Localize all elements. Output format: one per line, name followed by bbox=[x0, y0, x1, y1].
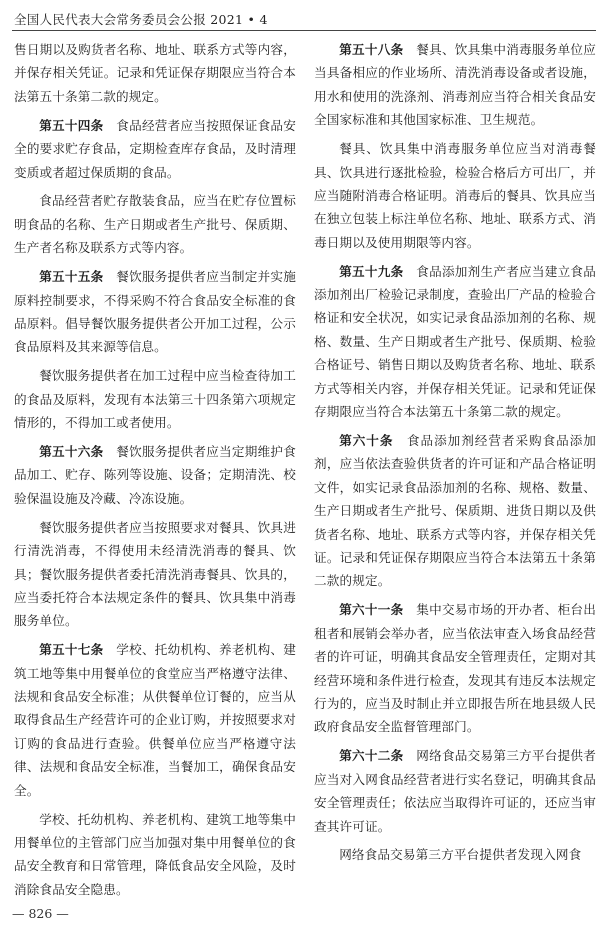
paragraph-text: 食品经营者贮存散装食品，应当在贮存位置标明食品的名称、生产日期或者生产批号、保质期、生产者名称及联系方式等内容。 bbox=[14, 193, 296, 256]
paragraph-text: 餐饮服务提供者在加工过程中应当检查待加工的食品及原料，发现有本法第三十四条第六项规定情形的，不得加工或者使用。 bbox=[14, 368, 296, 431]
paragraph bbox=[14, 364, 296, 434]
article-number: 第五十四条 bbox=[39, 117, 104, 133]
article-number: 第五十五条 bbox=[39, 269, 104, 285]
paragraph-text: 售日期以及购货者名称、地址、联系方式等内容，并保存相关凭证。记录和凭证保存期限应当符合本法第五十条第二款的规定。 bbox=[14, 42, 296, 104]
header-rule bbox=[12, 30, 596, 31]
article-number: 第六十条 bbox=[339, 433, 394, 448]
paragraph-text: 餐饮服务提供者应当按照要求对餐具、饮具进行清洗消毒，不得使用未经清洗消毒的餐具、饮具；餐饮服务提供者委托清洗消毒餐具、饮具的，应当委托符合本法规定条件的餐具、饮具集中消毒服务单位。 bbox=[14, 519, 296, 629]
article-paragraph bbox=[14, 440, 296, 510]
article-paragraph bbox=[14, 114, 296, 184]
paragraph bbox=[14, 38, 296, 108]
paragraph bbox=[14, 808, 296, 902]
paragraph-text: 食品添加剂经营者采购食品添加剂，应当依法查验供货者的许可证和产品合格证明文件，如实记录食品添加剂的名称、规格、数量、生产日期或者生产批号、保质期、进货日期以及供货者名称、地址、联系方式等内容，并保存相关凭证。记录和凭证保存期限应当符合本法第五十条第二款的规定。 bbox=[314, 433, 597, 589]
article-number: 第五十九条 bbox=[339, 263, 404, 279]
paragraph-text: 餐饮服务提供者应当定期维护食品加工、贮存、陈列等设施、设备；定期清洗、校验保温设施及冷藏、冷冻设施。 bbox=[14, 444, 297, 506]
paragraph bbox=[314, 137, 596, 254]
article-paragraph bbox=[314, 429, 596, 593]
paragraph-text: 食品添加剂生产者应当建立食品添加剂出厂检验记录制度，查验出厂产品的检验合格证和安全状况，如实记录食品添加剂的名称、规格、数量、生产日期或者生产批号、保质期、检验合格证号、销售日期以及购货者名称、地址、联系方式等相关内容，并保存相关凭证。记录和凭证保存期限应当符合本法第五十条第二款的规定。 bbox=[314, 263, 597, 420]
page-header: 全国人民代表大会常务委员会公报 2021 • 4 bbox=[14, 12, 268, 27]
paragraph-text: 集中交易市场的开办者、柜台出租者和展销会举办者，应当依法审查入场食品经营者的许可证，明确其食品安全管理责任，定期对其经营环境和条件进行检查，发现其有违反本法规定行为的，应当及时制止并立即报告所在地县级人民政府食品安全监督管理部门。 bbox=[314, 602, 597, 735]
paragraph-text: 食品经营者应当按照保证食品安全的要求贮存食品，定期检查库存食品，及时清理变质或者超过保质期的食品。 bbox=[14, 117, 297, 180]
article-number: 第五十七条 bbox=[39, 642, 104, 658]
paragraph-text: 网络食品交易第三方平台提供者发现入网食 bbox=[339, 847, 582, 863]
left-column bbox=[14, 38, 296, 907]
paragraph-text: 餐具、饮具集中消毒服务单位应当具备相应的作业场所、清洗消毒设备或者设施，用水和使用的洗涤剂、消毒剂应当符合相关食品安全国家标准和其他国家标准、卫生规范。 bbox=[314, 42, 597, 128]
article-paragraph bbox=[314, 744, 596, 838]
page-number: — 826 — bbox=[12, 906, 69, 921]
paragraph bbox=[14, 189, 296, 259]
article-paragraph bbox=[314, 38, 596, 132]
paragraph-text: 餐饮服务提供者应当制定并实施原料控制要求，不得采购不符合食品安全标准的食品原料。倡导餐饮服务提供者公开加工过程，公示食品原料及其来源等信息。 bbox=[14, 269, 297, 355]
article-number: 第五十八条 bbox=[339, 42, 404, 57]
article-paragraph bbox=[314, 598, 596, 738]
paragraph bbox=[314, 843, 596, 866]
article-paragraph bbox=[14, 265, 296, 359]
article-paragraph bbox=[14, 638, 296, 802]
article-number: 第六十二条 bbox=[339, 748, 404, 764]
paragraph-text: 学校、托幼机构、养老机构、建筑工地等集中用餐单位的主管部门应当加强对集中用餐单位的食品安全教育和日常管理，降低食品安全风险，及时消除食品安全隐患。 bbox=[14, 811, 296, 897]
paragraph-text: 网络食品交易第三方平台提供者应当对入网食品经营者进行实名登记，明确其食品安全管理责任；依法应当取得许可证的，还应当审查其许可证。 bbox=[314, 748, 597, 834]
right-column bbox=[314, 38, 596, 872]
paragraph-text: 餐具、饮具集中消毒服务单位应当对消毒餐具、饮具进行逐批检验，检验合格后方可出厂，并应当随附消毒合格证明。消毒后的餐具、饮具应当在独立包装上标注单位名称、地址、联系方式、消毒日期以及使用期限等内容。 bbox=[314, 141, 596, 250]
article-number: 第六十一条 bbox=[339, 602, 404, 618]
paragraph-text: 学校、托幼机构、养老机构、建筑工地等集中用餐单位的食堂应当严格遵守法律、法规和食品安全标准；从供餐单位订餐的，应当从取得食品生产经营许可的企业订购，并按照要求对订购的食品进行查验。供餐单位应当严格遵守法律、法规和食品安全标准，当餐加工，确保食品安全。 bbox=[14, 642, 297, 798]
article-number: 第五十六条 bbox=[39, 444, 104, 459]
article-paragraph bbox=[314, 260, 596, 424]
paragraph bbox=[14, 516, 296, 633]
